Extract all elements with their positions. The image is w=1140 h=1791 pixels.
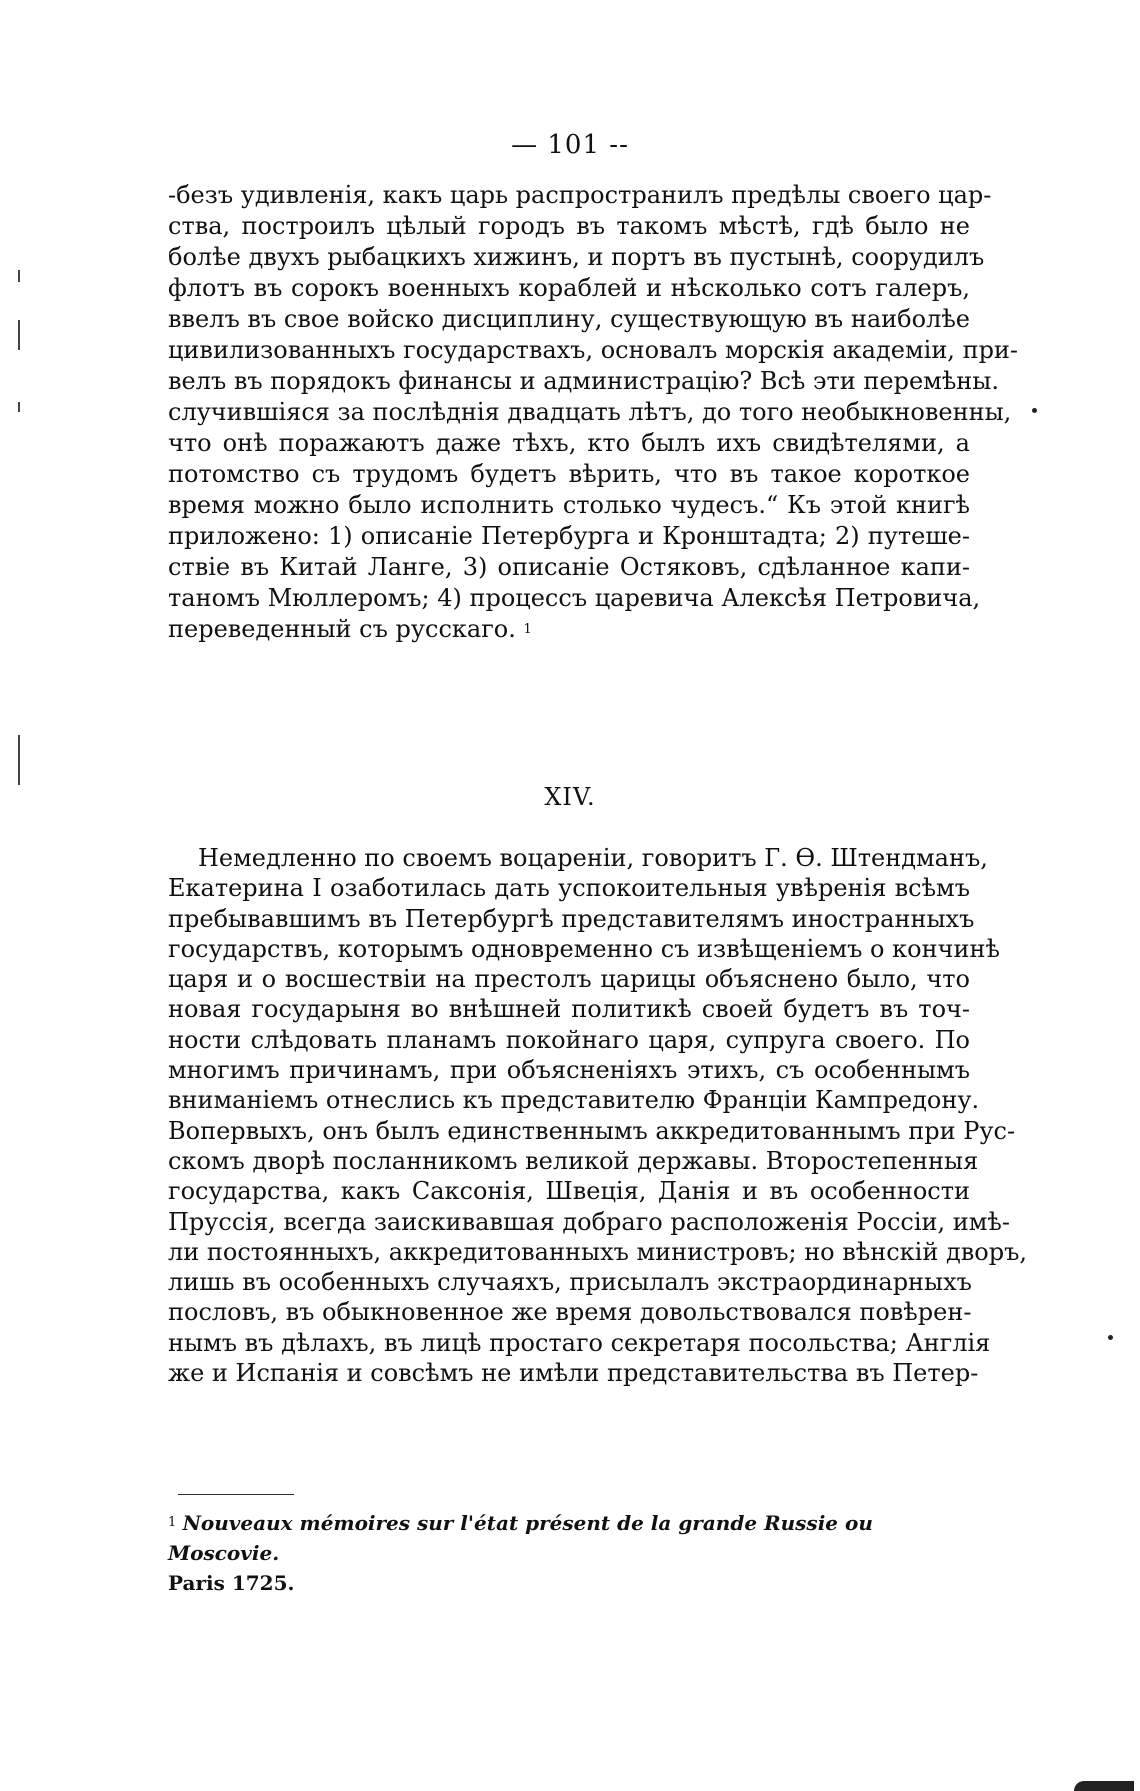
footnote-imprint: Paris 1725. — [168, 1571, 295, 1595]
page-number: — 101 -- — [511, 130, 629, 160]
footnote-marker: 1 — [168, 1515, 177, 1530]
text-line: потомство съ трудомъ будетъ вѣрить, что въ такое короткое — [168, 460, 970, 488]
text-line: скомъ дворѣ посланникомъ великой державы. Второстепенныя — [168, 1146, 979, 1175]
text-line: многимъ причинамъ, при объясненіяхъ этихъ, съ особеннымъ — [168, 1056, 970, 1085]
section-heading: XIV. — [544, 783, 596, 811]
text-line: царя и о восшествіи на престолъ царицы объяснено было, что — [168, 965, 970, 994]
ink-speck — [1032, 408, 1037, 413]
text-line: нымъ въ дѣлахъ, въ лицѣ простаго секретаря посольства; Англія — [168, 1328, 991, 1357]
text-line: вниманіемъ отнеслись къ представителю Франціи Кампредону. — [168, 1086, 980, 1115]
margin-tick — [18, 270, 20, 282]
text-line: болѣе двухъ рыбацкихъ хижинъ, и портъ въ пустынѣ, соорудилъ — [168, 243, 985, 271]
text-line: государствъ, которымъ одновременно съ извѣщеніемъ о кончинѣ — [168, 934, 1000, 963]
text-line: велъ въ порядокъ финансы и администрацію? Всѣ эти перемѣны. — [168, 367, 1000, 395]
text-line: Пруссія, всегда заискивавшая добраго расположенія Россіи, имѣ- — [168, 1207, 1011, 1236]
margin-tick — [18, 320, 20, 350]
text-line: флотъ въ сорокъ военныхъ кораблей и нѣсколько сотъ галеръ, — [168, 274, 970, 302]
page-corner-shadow — [1074, 1781, 1134, 1791]
text-line: ства, построилъ цѣлый городъ въ такомъ мѣстѣ, гдѣ было не — [168, 212, 970, 240]
text-line: пребывавшимъ въ Петербургѣ представителямъ иностранныхъ — [168, 904, 975, 933]
text-line: лишь въ особенныхъ случаяхъ, присылалъ экстраординарныхъ — [168, 1268, 972, 1297]
text-line: ли постоянныхъ, аккредитованныхъ министровъ; но вѣнскій дворъ, — [168, 1237, 1027, 1266]
text-line: что онѣ поражаютъ даже тѣхъ, кто былъ ихъ свидѣтелями, а — [168, 429, 970, 457]
text-line: -безъ удивленія, какъ царь распространилъ предѣлы своего цар- — [168, 181, 992, 209]
text-line-last — [168, 614, 970, 645]
margin-tick — [18, 402, 20, 412]
text-line: Вопервыхъ, онъ былъ единственнымъ аккредитованнымъ при Рус- — [168, 1116, 1016, 1145]
text-line: время можно было исполнить столько чудесъ.“ Къ этой книгѣ — [168, 491, 970, 519]
text-line: ввелъ въ свое войско дисциплину, существующую въ наиболѣе — [168, 305, 970, 333]
text-line: приложено: 1) описаніе Петербурга и Кронштадта; 2) путеше- — [168, 522, 970, 550]
text-line: ности слѣдовать планамъ покойнаго царя, супруга своего. По — [168, 1025, 970, 1054]
text-line: цивилизованныхъ государствахъ, основалъ морскія академіи, при- — [168, 336, 1019, 364]
text-line: случившіяся за послѣднія двадцать лѣтъ, до того необыкновенны, — [168, 398, 1012, 426]
text-line: таномъ Мюллеромъ; 4) процессъ царевича Алексѣя Петровича, — [168, 584, 981, 612]
footnote-reference[interactable]: 1 — [523, 622, 532, 637]
text-line: переведенный съ русскаго. — [168, 615, 516, 643]
text-line: Екатерина I озаботилась дать успокоительныя увѣренія всѣмъ — [168, 874, 970, 903]
footnote — [168, 1508, 970, 1598]
text-line: же и Испанія и совсѣмъ не имѣли представительства въ Петер- — [168, 1359, 979, 1388]
ink-speck — [1108, 1335, 1113, 1340]
footnote-title: Nouveaux mémoires sur l'état présent de la grande Russie ou Moscovie. — [168, 1511, 873, 1565]
text-line: пословъ, въ обыкновенное же время довольствовался повѣрен- — [168, 1298, 972, 1327]
text-line: государства, какъ Саксонія, Швеція, Данія и въ особенности — [168, 1177, 970, 1206]
footnote-divider — [178, 1494, 294, 1495]
margin-tick — [18, 735, 20, 785]
text-line: новая государыня во внѣшней политикѣ своей будетъ въ точ- — [168, 995, 970, 1024]
text-line: Немедленно по своемъ воцареніи, говоритъ Г. Ѳ. Штендманъ, — [198, 844, 988, 872]
paragraph-1 — [168, 180, 1019, 645]
paragraph-2 — [168, 843, 1027, 1388]
text-line: ствіе въ Китай Ланге, 3) описаніе Остяковъ, сдѣланное капи- — [168, 553, 970, 581]
